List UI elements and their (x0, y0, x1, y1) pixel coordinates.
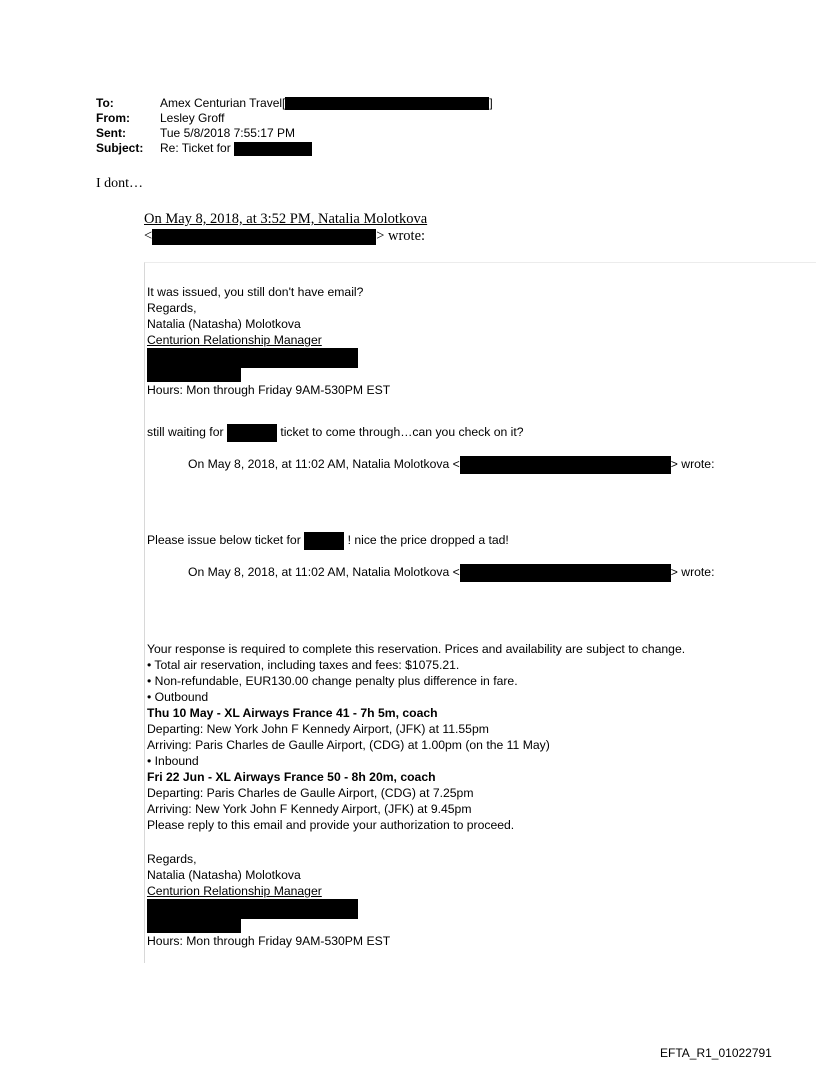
to-value (160, 96, 493, 110)
redaction-block (304, 532, 344, 550)
redaction-block (147, 348, 358, 368)
redaction-block (285, 97, 489, 110)
message-2 (147, 424, 524, 442)
inbound-flight: Fri 22 Jun - XL Airways France 50 - 8h 20m, coach (147, 770, 436, 784)
to-name: Amex Centurian Travel[ (160, 96, 286, 110)
outbound-arriving: Arriving: Paris Charles de Gaulle Airport, (CDG) at 1.00pm (on the 11 May) (147, 738, 550, 752)
signature-regards: Regards, (147, 852, 197, 866)
document-id: EFTA_R1_01022791 (660, 1046, 772, 1060)
inbound-departing: Departing: Paris Charles de Gaulle Airport, (CDG) at 7.25pm (147, 786, 474, 800)
reply-text: I dont… (96, 176, 144, 191)
redaction-block (152, 229, 376, 245)
sent-value: Tue 5/8/2018 7:55:17 PM (160, 126, 295, 140)
redaction-block (147, 919, 241, 933)
msg1-line3: Natalia (Natasha) Molotkova (147, 317, 301, 331)
wrote-line-2 (188, 564, 714, 582)
outbound-flight: Thu 10 May - XL Airways France 41 - 7h 5m, coach (147, 706, 438, 720)
redaction-block (147, 899, 358, 919)
wrote-line-1 (188, 456, 714, 474)
signature (147, 851, 390, 949)
wrote2-after: > wrote: (670, 565, 715, 580)
msg3-after: ! nice the price dropped a tad! (347, 533, 509, 548)
wrote1-after: > wrote: (670, 457, 715, 472)
signature-hours: Hours: Mon through Friday 9AM-530PM EST (147, 934, 391, 948)
msg1-line2: Regards, (147, 301, 197, 315)
msg1-line4: Centurion Relationship Manager (147, 333, 322, 347)
signature-title: Centurion Relationship Manager (147, 884, 322, 898)
quote-intro-wrote: > wrote: (376, 228, 426, 244)
msg3-before: Please issue below ticket for (147, 533, 301, 548)
outbound-departing: Departing: New York John F Kennedy Airport, (JFK) at 11.55pm (147, 722, 489, 736)
msg1-hours: Hours: Mon through Friday 9AM-530PM EST (147, 383, 391, 397)
msg2-before: still waiting for (147, 425, 224, 440)
subject-label: Subject: (96, 141, 144, 155)
message-1 (147, 284, 390, 398)
wrote2-before: On May 8, 2018, at 11:02 AM, Natalia Molotkova < (188, 565, 460, 580)
inbound-arriving: Arriving: New York John F Kennedy Airport, (JFK) at 9.45pm (147, 802, 472, 816)
itinerary-reply-request: Please reply to this email and provide your authorization to proceed. (147, 818, 515, 832)
signature-redacted-contact (147, 899, 390, 933)
quote-intro-lt: < (144, 228, 153, 244)
from-label: From: (96, 111, 130, 125)
to-label: To: (96, 96, 114, 110)
itinerary-penalty: • Non-refundable, EUR130.00 change penalty plus difference in fare. (147, 674, 518, 688)
itinerary-total: • Total air reservation, including taxes and fees: $1075.21. (147, 658, 460, 672)
msg2-after: ticket to come through…can you check on it? (280, 425, 524, 440)
wrote1-before: On May 8, 2018, at 11:02 AM, Natalia Molotkova < (188, 457, 460, 472)
sent-label: Sent: (96, 126, 126, 140)
redaction-block (460, 456, 671, 474)
signature-name: Natalia (Natasha) Molotkova (147, 868, 301, 882)
subject-text: Re: Ticket for (160, 141, 231, 155)
quote-intro (144, 211, 427, 245)
email-header (96, 96, 596, 156)
message-3 (147, 532, 509, 550)
redaction-block (234, 142, 312, 156)
quote-intro-line2 (144, 228, 427, 245)
from-value: Lesley Groff (160, 111, 225, 125)
itinerary-outbound: • Outbound (147, 690, 209, 704)
subject-value (160, 141, 312, 156)
redaction-block (227, 424, 277, 442)
quote-intro-line1: On May 8, 2018, at 3:52 PM, Natalia Molotkova (144, 211, 428, 227)
itinerary-notice: Your response is required to complete this reservation. Prices and availability are subject to change. (147, 642, 686, 656)
redaction-block (147, 368, 241, 382)
redaction-block (460, 564, 671, 582)
to-end: ] (489, 96, 493, 110)
itinerary-inbound: • Inbound (147, 754, 199, 768)
msg1-line1: It was issued, you still don't have email? (147, 285, 364, 299)
msg1-redacted-contact (147, 348, 390, 382)
itinerary (147, 641, 685, 833)
